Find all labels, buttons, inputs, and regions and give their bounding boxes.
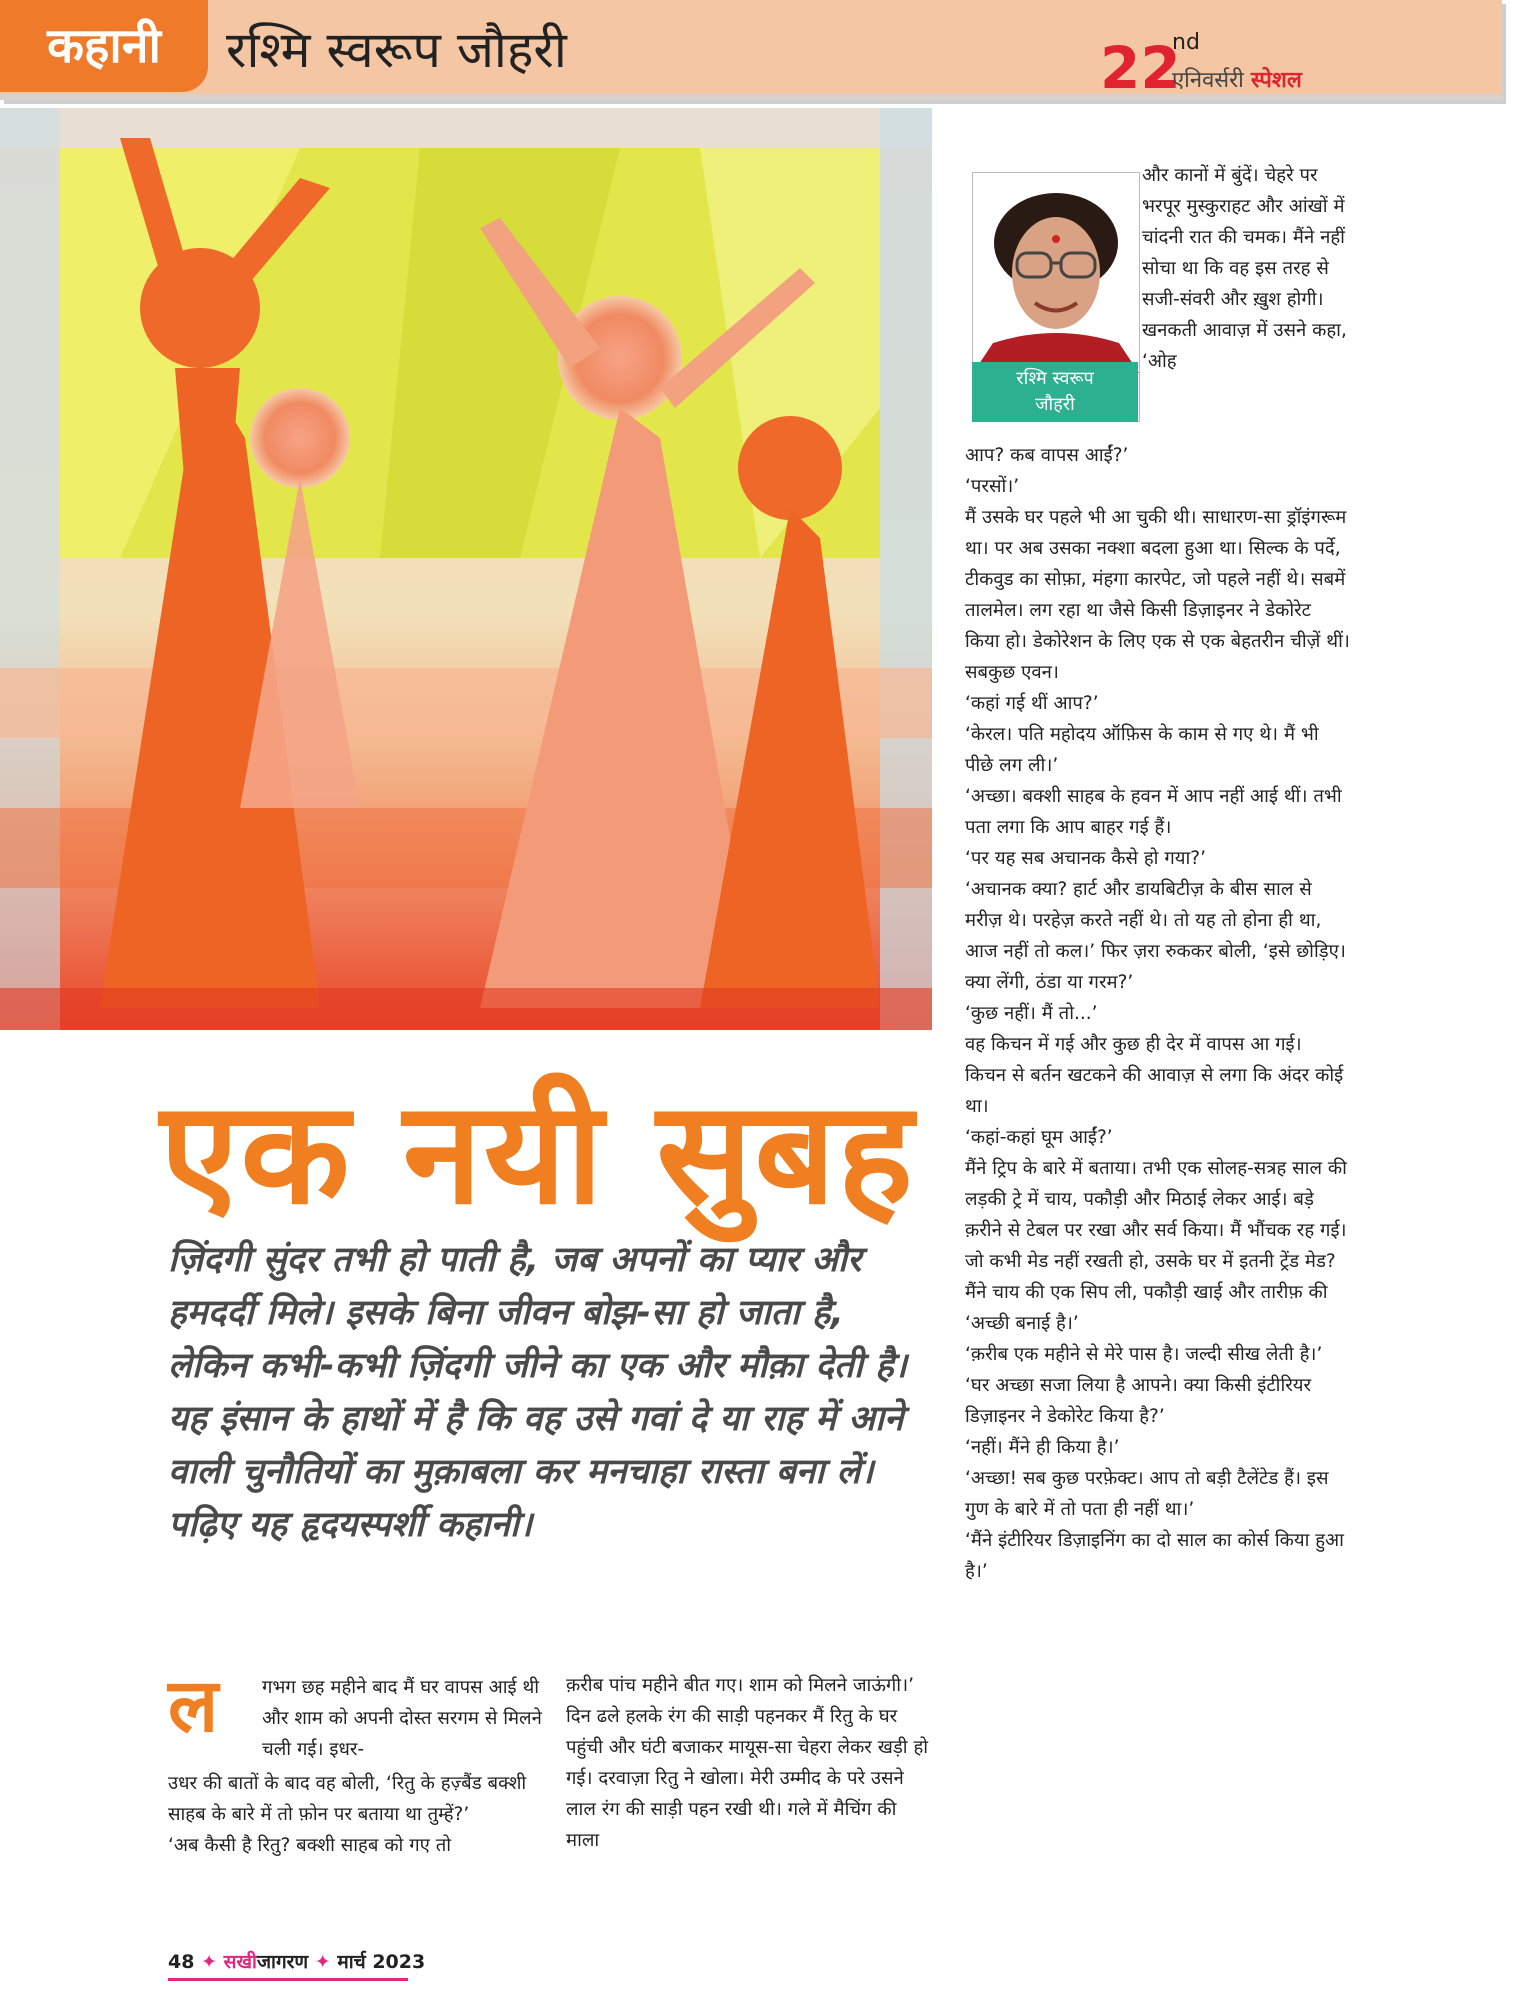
anniversary-text: एनिवर्सरी — [1172, 68, 1244, 93]
story-paragraph: ‘अच्छा। बक्शी साहब के हवन में आप नहीं आई थीं। तभी पता लगा कि आप बाहर गई हैं। — [965, 786, 1342, 838]
story-paragraph: दिन ढले हलके रंग की साड़ी पहनकर मैं रितु के घर पहुंची और घंटी बजाकर मायूस-सा चेहरा लेकर खड़ी हो गई। दरवाज़ा रितु ने खोला। मेरी उम्मीद के परे उसने लाल रंग की साड़ी पहन रखी थी। गले में मैचिंग की माला — [566, 1706, 929, 1851]
magazine-name-a: सखी — [223, 1951, 257, 1973]
story-column-a — [168, 1768, 544, 1861]
author-caption-line1: रश्मि स्वरूप — [1016, 368, 1094, 389]
footer-separator: ✦ — [201, 1951, 217, 1973]
story-column-c — [965, 440, 1350, 1587]
story-paragraph: ‘घर अच्छा सजा लिया है आपने। क्या किसी इंटीरियर डिज़ाइनर ने डेकोरेट किया है?’ — [965, 1375, 1312, 1427]
story-paragraph: वह किचन में गई और कुछ ही देर में वापस आ गई। — [965, 1034, 1302, 1055]
painting-svg — [0, 108, 932, 1030]
author-caption-line2: जौहरी — [1035, 394, 1075, 415]
story-paragraph: गभग छह महीने बाद मैं घर वापस आई थी और शाम को अपनी दोस्त सरगम से मिलने चली गई। इधर- — [262, 1677, 542, 1760]
page-number: 48 — [168, 1951, 195, 1973]
author-portrait-svg — [973, 173, 1139, 373]
story-illustration — [0, 108, 932, 1030]
story-paragraph: किचन से बर्तन खटकने की आवाज़ से लगा कि अंदर कोई था। — [965, 1065, 1344, 1117]
story-column-a-intro — [262, 1672, 542, 1765]
story-column-c-intro — [1142, 160, 1347, 377]
story-paragraph: क़रीब पांच महीने बीत गए। शाम को मिलने जाऊंगी।’ — [566, 1675, 914, 1696]
anniversary-label — [1172, 64, 1302, 94]
story-deck: ज़िंदगी सुंदर तभी हो पाती है, जब अपनों का प्यार और हमदर्दी मिले। इसके बिना जीवन बोझ-सा हो जाता है, लेकिन कभी-कभी ज़िंदगी जीने का एक और मौक़ा देती है। यह इंसान के हाथों में है कि वह उसे गवां दे या राह में आने वाली चुनौतियों का मुक़ाबला कर मनचाहा रास्ता बना लें। पढ़िए यह हृदयस्पर्शी कहानी। — [168, 1240, 907, 1545]
story-paragraph: ‘परसों।’ — [965, 476, 1020, 497]
author-caption — [972, 362, 1138, 422]
section-label: कहानी — [0, 0, 208, 92]
story-paragraph: मैं उसके घर पहले भी आ चुकी थी। साधारण-सा ड्रॉइंगरूम था। पर अब उसका नक्शा बदला हुआ था। सिल्क के पर्दे, टीकवुड का सोफ़ा, मंहगा कारपेट, जो पहले नहीं थे। सबमें तालमेल। लग रहा था जैसे किसी डिज़ाइनर ने डेकोरेट किया हो। डेकोरेशन के लिए एक से एक बेहतरीन चीज़ें थीं। सबकुछ एवन। — [965, 507, 1350, 683]
page-footer — [168, 1948, 425, 1974]
story-column-b — [566, 1670, 930, 1856]
story-paragraph: और कानों में बुंदें। चेहरे पर भरपूर मुस्कुराहट और आंखों में चांदनी रात की चमक। मैंने नहीं सोचा था कि वह इस तरह से सजी-संवरी और ख़ुश होगी। खनकती आवाज़ में उसने कहा, ‘ओह — [1142, 165, 1347, 372]
story-paragraph: ‘कहां-कहां घूम आईं?’ — [965, 1127, 1113, 1148]
header-author: रश्मि स्वरूप जौहरी — [226, 21, 567, 79]
drop-cap: ल — [168, 1663, 219, 1749]
story-headline: एक नयी सुबह — [160, 1071, 915, 1236]
issue-year: 2023 — [372, 1951, 426, 1973]
magazine-name-b: जागरण — [256, 1951, 309, 1973]
story-paragraph: ‘केरल। पति महोदय ऑफ़िस के काम से गए थे। मैं भी पीछे लग ली।’ — [965, 724, 1319, 776]
story-paragraph: ‘क़रीब एक महीने से मेरे पास है। जल्दी सीख लेती है।’ — [965, 1344, 1323, 1365]
story-paragraph: ‘मैंने इंटीरियर डिज़ाइनिंग का दो साल का कोर्स किया हुआ है।’ — [965, 1530, 1344, 1582]
story-paragraph: ‘अच्छा! सब कुछ परफ़ेक्ट। आप तो बड़ी टैलेंटेड हैं। इस गुण के बारे में तो पता ही नहीं था।’ — [965, 1468, 1329, 1520]
anniversary-number: 22 — [1100, 34, 1181, 102]
story-paragraph: उधर की बातों के बाद वह बोली, ‘रितु के हज़्बैंड बक्शी साहब के बारे में तो फ़ोन पर बताया था तुम्हें?’ — [168, 1773, 527, 1825]
story-paragraph: ‘अब कैसी है रितु? बक्शी साहब को गए तो — [168, 1835, 452, 1856]
footer-rule — [168, 1978, 408, 1981]
footer-separator: ✦ — [314, 1951, 331, 1973]
special-text: स्पेशल — [1250, 68, 1302, 93]
story-paragraph: ‘नहीं। मैंने ही किया है।’ — [965, 1437, 1120, 1458]
story-paragraph: मैंने ट्रिप के बारे में बताया। तभी एक सोलह-सत्रह साल की लड़की ट्रे में चाय, पकौड़ी और मिठाई लेकर आई। बड़े क़रीने से टेबल पर रखा और सर्व किया। मैं भौंचक रह गई। जो कभी मेड नहीं रखती हो, उसके घर में इतनी ट्रेंड मेड? मैंने चाय की एक सिप ली, पकौड़ी खाई और तारीफ़ की ‘अच्छी बनाई है।’ — [965, 1158, 1347, 1334]
story-paragraph: ‘अचानक क्या? हार्ट और डायबिटीज़ के बीस साल से मरीज़ थे। परहेज़ करते नहीं थे। तो यह तो होना ही था, आज नहीं तो कल।’ फिर ज़रा रुककर बोली, ‘इसे छोड़िए। क्या लेंगी, ठंडा या गरम?’ — [965, 879, 1346, 993]
story-paragraph: ‘कुछ नहीं। मैं तो...’ — [965, 1003, 1098, 1024]
issue-month: मार्च — [337, 1951, 366, 1973]
story-paragraph: आप? कब वापस आईं?’ — [965, 445, 1129, 466]
story-paragraph: ‘पर यह सब अचानक कैसे हो गया?’ — [965, 848, 1206, 869]
anniversary-suffix: nd — [1172, 30, 1200, 55]
story-paragraph: ‘कहां गई थीं आप?’ — [965, 693, 1099, 714]
